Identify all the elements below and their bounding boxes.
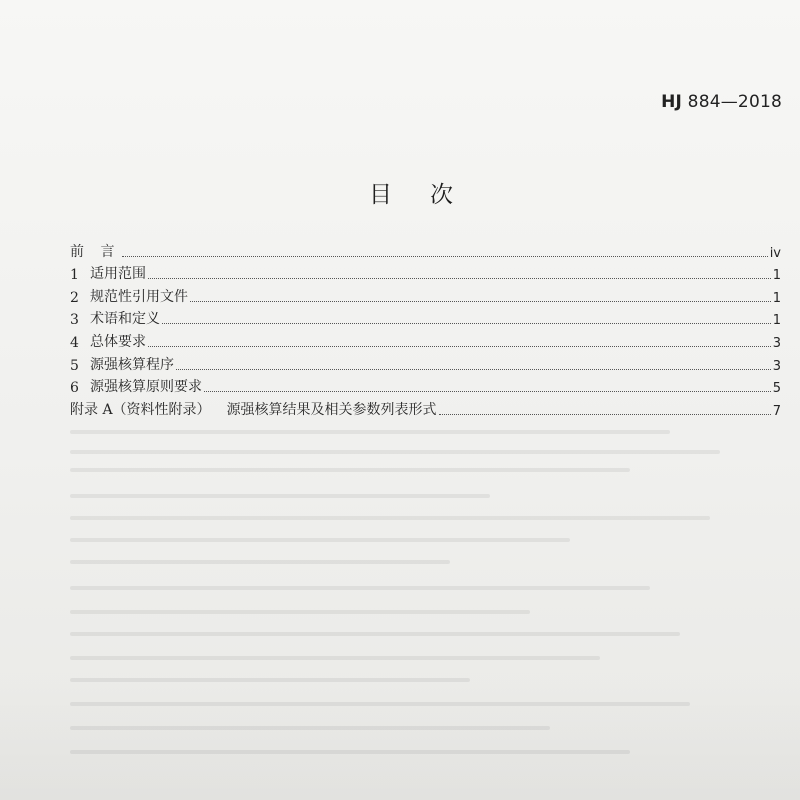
toc-appendix-label: 附录 A（资料性附录） bbox=[70, 401, 211, 418]
toc-entry-label: 规范性引用文件 bbox=[90, 288, 188, 305]
toc-entry-appendix-a[interactable] bbox=[70, 396, 781, 419]
toc-leader-dots bbox=[148, 346, 771, 347]
toc-page-number: 5 bbox=[772, 381, 781, 397]
toc-leader-dots bbox=[204, 391, 771, 392]
toc-entry-number: 2 bbox=[70, 289, 79, 306]
toc-entry-5[interactable] bbox=[70, 351, 781, 374]
toc-page-number: 1 bbox=[772, 313, 781, 329]
standard-code bbox=[661, 92, 782, 112]
toc-entry-6[interactable] bbox=[70, 374, 781, 397]
toc-entry-foreword[interactable] bbox=[70, 238, 781, 261]
toc-entry-number: 1 bbox=[70, 267, 79, 284]
toc-page-number: iv bbox=[769, 245, 781, 261]
standard-code-prefix: HJ bbox=[661, 92, 683, 112]
toc-entry-1[interactable] bbox=[70, 261, 781, 284]
toc-leader-dots bbox=[190, 301, 771, 302]
table-of-contents bbox=[70, 238, 781, 419]
toc-page-number: 7 bbox=[772, 403, 781, 419]
toc-entry-label: 适用范围 bbox=[90, 266, 146, 283]
toc-leader-dots bbox=[176, 369, 771, 370]
toc-title: 目次 bbox=[369, 182, 491, 208]
toc-entry-number: 6 bbox=[70, 380, 79, 397]
toc-appendix-title: 源强核算结果及相关参数列表形式 bbox=[226, 401, 437, 418]
toc-page-number: 1 bbox=[772, 268, 781, 284]
toc-entry-number: 3 bbox=[70, 312, 79, 329]
toc-entry-number: 4 bbox=[70, 334, 79, 351]
toc-entry-label: 前 言 bbox=[70, 243, 121, 260]
toc-entry-label: 源强核算程序 bbox=[90, 356, 174, 373]
toc-page-number: 3 bbox=[772, 335, 781, 351]
toc-entry-label: 术语和定义 bbox=[90, 311, 160, 328]
toc-leader-dots bbox=[122, 256, 767, 257]
toc-entry-label: 源强核算原则要求 bbox=[90, 379, 202, 396]
toc-entry-number: 5 bbox=[70, 357, 79, 374]
toc-leader-dots bbox=[162, 323, 771, 324]
toc-page-number: 3 bbox=[772, 358, 781, 374]
toc-entry-label: 总体要求 bbox=[90, 333, 146, 350]
standard-code-number: 884—2018 bbox=[682, 92, 782, 112]
toc-leader-dots bbox=[439, 414, 771, 415]
toc-page-number: 1 bbox=[772, 290, 781, 306]
toc-entry-3[interactable] bbox=[70, 306, 781, 329]
toc-entry-2[interactable] bbox=[70, 283, 781, 306]
toc-leader-dots bbox=[148, 278, 771, 279]
reverse-side-bleed-through bbox=[60, 420, 760, 780]
toc-entry-4[interactable] bbox=[70, 328, 781, 351]
